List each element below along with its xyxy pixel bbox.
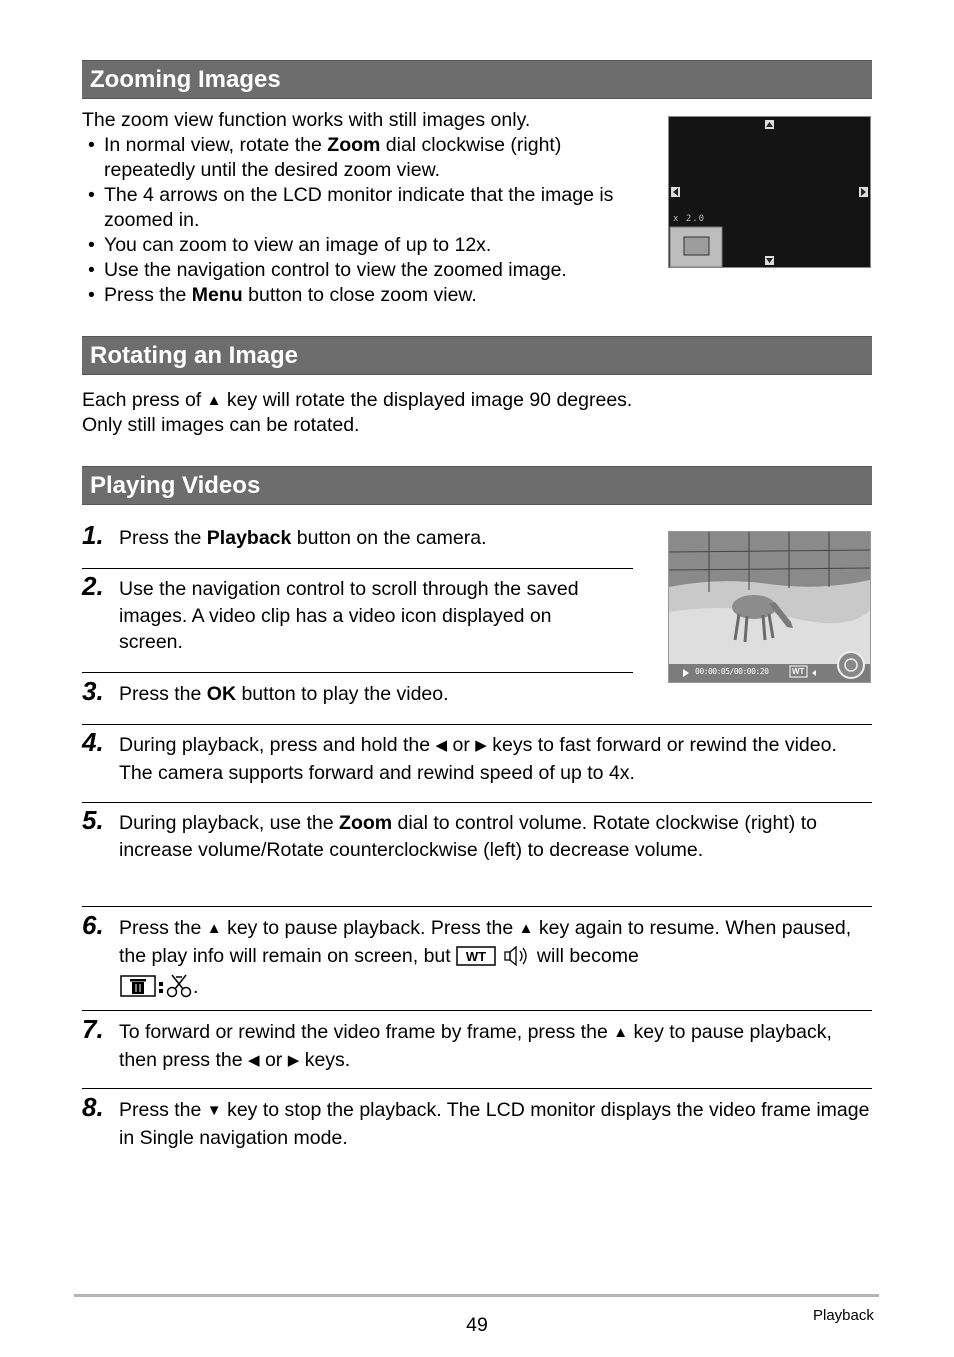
wt-label: WT	[792, 667, 805, 676]
page-number: 49	[466, 1314, 488, 1336]
bullet-item: • The 4 arrows on the LCD monitor indicate that the image is zoomed in.	[82, 183, 642, 233]
left-key-icon: ◀	[435, 737, 448, 754]
footer-divider	[74, 1294, 879, 1297]
up-key-icon: ▲	[613, 1024, 629, 1041]
cut-icon	[165, 974, 193, 1006]
video-playback-screenshot	[668, 531, 871, 683]
zoom-bullets	[82, 133, 642, 308]
step-text: Press the Playback button on the camera.	[119, 527, 487, 549]
divider	[82, 1010, 872, 1011]
right-key-icon: ▶	[287, 1051, 300, 1069]
section-header-zooming	[82, 60, 872, 99]
volume-icon	[502, 945, 532, 975]
arrow-down-icon	[765, 256, 774, 265]
section-header-videos	[82, 466, 872, 505]
wt-zoom-icon	[456, 945, 496, 975]
zoom-level-label: x 2.0	[673, 214, 706, 224]
section-header-rotating	[82, 336, 872, 375]
rotate-line-2: Only still images can be rotated.	[82, 414, 360, 436]
down-key-icon: ▼	[206, 1102, 222, 1119]
rotate-line-1: Each press of ▲ key will rotate the displayed image 90 degrees.	[82, 389, 633, 411]
video-time-readout: 00:00:05/00:00:20	[695, 667, 769, 676]
step-text: Press the ▲ key to pause playback. Press the ▲ key again to resume. When paused, the play info will remain on screen, but WT will become .	[119, 915, 872, 1006]
divider	[82, 672, 633, 673]
step-number: 3.	[82, 676, 104, 706]
right-key-icon: ▶	[475, 737, 487, 754]
up-key-icon: ▲	[206, 920, 222, 937]
step-text: During playback, press and hold the ◀ or ▶ keys to fast forward or rewind the video. The camera supports forward and rewind speed of up to 4x.	[119, 734, 837, 784]
step-text: Use the navigation control to scroll through the saved images. A video clip has a video icon displayed on screen.	[119, 578, 579, 653]
section-title: Zooming Images	[90, 66, 281, 93]
section-title: Rotating an Image	[90, 342, 299, 369]
step-text: Press the ▼ key to stop the playback. The LCD monitor displays the video frame image in Single navigation mode.	[119, 1099, 870, 1149]
step-number: 5.	[82, 805, 104, 835]
step-number: 2.	[82, 571, 104, 601]
bullet-item: • Press the Menu button to close zoom view.	[82, 283, 642, 308]
arrow-left-icon	[671, 187, 680, 197]
step-number: 4.	[82, 727, 104, 757]
arrow-right-icon	[859, 187, 868, 197]
lcd-zoom-screenshot	[668, 116, 871, 268]
svg-text:WT: WT	[465, 948, 487, 964]
step-number: 6.	[82, 910, 104, 940]
arrow-up-icon	[765, 120, 774, 129]
bullet-item: • Use the navigation control to view the zoomed image.	[82, 258, 642, 283]
step-number: 1.	[82, 520, 104, 550]
footer-section-name: Playback	[813, 1307, 874, 1324]
step-number: 7.	[82, 1014, 104, 1044]
divider	[82, 724, 872, 725]
left-key-icon: ◀	[248, 1051, 260, 1069]
step-text: To forward or rewind the video frame by frame, press the ▲ key to pause playback, then press the ◀ or ▶ keys.	[119, 1021, 832, 1071]
section-title: Playing Videos	[90, 472, 261, 499]
up-key-icon: ▲	[206, 392, 222, 409]
up-key-icon: ▲	[518, 920, 534, 937]
delete-icon	[119, 974, 157, 1006]
step-number: 8.	[82, 1092, 104, 1122]
divider	[82, 568, 633, 569]
divider	[82, 1088, 872, 1089]
separator-dots-icon	[157, 976, 165, 1006]
bullet-item: • In normal view, rotate the Zoom dial clockwise (right) repeatedly until the desired zoom view.	[82, 133, 642, 183]
divider	[82, 906, 872, 907]
zoom-intro: The zoom view function works with still images only.	[82, 109, 531, 131]
bullet-item: • You can zoom to view an image of up to 12x.	[82, 233, 642, 258]
step-text: During playback, use the Zoom dial to control volume. Rotate clockwise (right) to increase volume/Rotate counterclockwise (left) to decrease volume.	[119, 812, 817, 861]
step-text: Press the OK button to play the video.	[119, 683, 449, 705]
divider	[82, 802, 872, 803]
